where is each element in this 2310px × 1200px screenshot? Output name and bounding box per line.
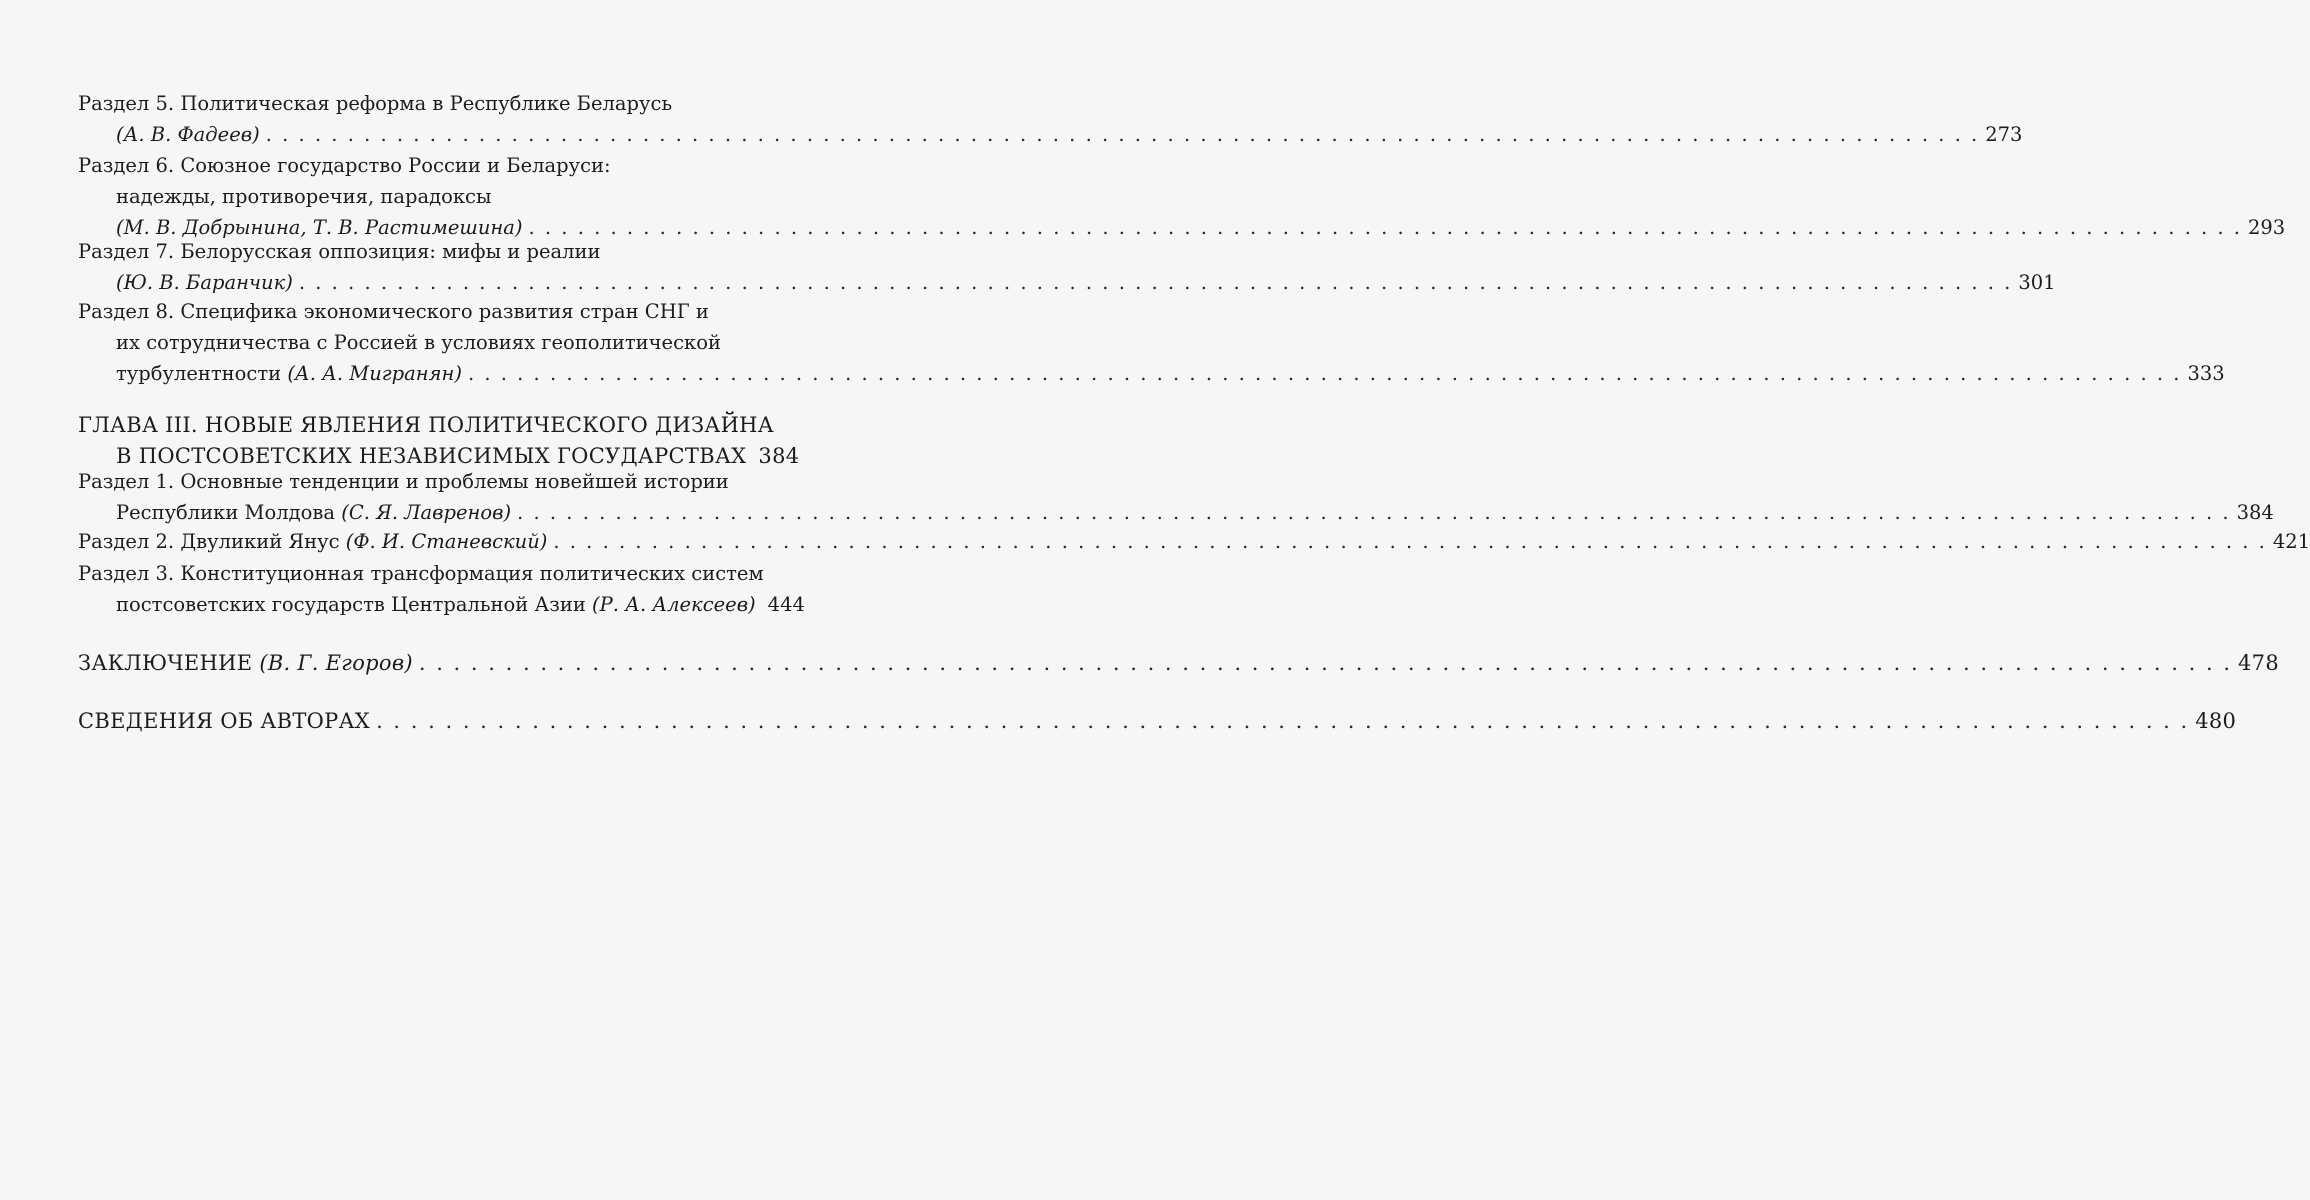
- toc-entry-leader-row: [78, 589, 805, 620]
- toc-page-number: 421: [2272, 530, 2310, 553]
- dot-leader: [419, 648, 2232, 679]
- toc-entry-section-8[interactable]: [78, 296, 2225, 389]
- toc-page-number: 273: [1985, 123, 2023, 146]
- toc-entry-leader-row: [78, 497, 2274, 528]
- toc-entry-title: Раздел 7. Белорусская оппозиция: мифы и реалии: [78, 240, 601, 263]
- toc-entry-section-7[interactable]: [78, 236, 2056, 298]
- toc-entry-leader-row: [78, 526, 2310, 557]
- toc-entry-section-5[interactable]: [78, 88, 2023, 150]
- toc-page-number: 333: [2187, 362, 2225, 385]
- toc-page-number: 384: [758, 444, 800, 468]
- toc-entry-author: (А. А. Мигранян): [287, 362, 462, 385]
- toc-conclusion[interactable]: [78, 648, 2279, 679]
- toc-entry-author: (Ф. И. Станевский): [345, 530, 548, 553]
- toc-page-number: 478: [2238, 651, 2279, 675]
- toc-entry-author: (А. В. Фадеев): [116, 123, 260, 146]
- toc-entry-author: (Р. А. Алексеев): [592, 593, 756, 616]
- toc-entry-title-end: постсоветских государств Центральной Азии: [116, 593, 586, 616]
- toc-entry-leader-row: [78, 358, 2225, 389]
- toc-entry-title-end: турбулентности: [116, 362, 282, 385]
- dot-leader: [468, 358, 2181, 389]
- conclusion-title: [78, 648, 413, 679]
- dot-leader: [553, 526, 2266, 557]
- toc-entry-ch3-section-3[interactable]: [78, 558, 805, 620]
- toc-entry-title-cont: их сотрудничества с Россией в условиях геополитической: [116, 331, 721, 354]
- toc-entry-title-text: Раздел 2. Двуликий Янус: [78, 530, 340, 553]
- toc-entry-title: Раздел 5. Политическая реформа в Республике Беларусь: [78, 92, 673, 115]
- toc-entry-author: (Ю. В. Баранчик): [116, 271, 293, 294]
- toc-entry-section-6[interactable]: [78, 150, 2286, 243]
- chapter-title: ГЛАВА III. НОВЫЕ ЯВЛЕНИЯ ПОЛИТИЧЕСКОГО ДИЗАЙНА: [78, 413, 775, 437]
- toc-page-number: 384: [2236, 501, 2274, 524]
- dot-leader: [517, 497, 2230, 528]
- toc-entry-leader-row: [78, 267, 2056, 298]
- toc-page-number: 301: [2018, 271, 2056, 294]
- dot-leader: [266, 119, 1979, 150]
- toc-entry-title: Раздел 3. Конституционная трансформация политических систем: [78, 562, 764, 585]
- toc-page-number: 444: [767, 593, 805, 616]
- toc-page-number: 480: [2195, 709, 2237, 733]
- toc-entry-leader-row: [78, 706, 2237, 737]
- about-authors-title: СВЕДЕНИЯ ОБ АВТОРАХ: [78, 709, 371, 733]
- dot-leader: [299, 267, 2012, 298]
- toc-entry-ch3-section-1[interactable]: [78, 466, 2274, 528]
- toc-about-authors[interactable]: [78, 706, 2237, 737]
- toc-entry-ch3-section-2[interactable]: [78, 526, 2310, 557]
- toc-chapter-3[interactable]: [78, 410, 800, 472]
- conclusion-title-text: ЗАКЛЮЧЕНИЕ: [78, 651, 253, 675]
- toc-entry-title-end: Республики Молдова: [116, 501, 336, 524]
- toc-entry-title-cont: [116, 589, 756, 620]
- toc-entry-title-cont: надежды, противоречия, парадоксы: [116, 185, 492, 208]
- toc-entry-leader-row: [78, 648, 2279, 679]
- toc-entry-leader-row: [78, 119, 2023, 150]
- toc-entry-title: Раздел 8. Специфика экономического развития стран СНГ и: [78, 300, 709, 323]
- toc-entry-author: (М. В. Добрынина, Т. В. Растимешина): [116, 216, 523, 239]
- toc-entry-title-cont: [116, 358, 462, 389]
- toc-page-number: 293: [2247, 216, 2286, 239]
- toc-entry-title-cont: [116, 497, 511, 528]
- dot-leader: [529, 212, 2242, 243]
- toc-entry-title: [78, 526, 547, 557]
- toc-entry-author: (С. Я. Лавренов): [341, 501, 512, 524]
- toc-entry-title: Раздел 6. Союзное государство России и Беларуси:: [78, 154, 611, 177]
- dot-leader: [376, 706, 2189, 737]
- toc-entry-title: Раздел 1. Основные тенденции и проблемы новейшей истории: [78, 470, 729, 493]
- toc-entry-author: (В. Г. Егоров): [259, 651, 413, 675]
- chapter-title-cont: В ПОСТСОВЕТСКИХ НЕЗАВИСИМЫХ ГОСУДАРСТВАХ: [116, 444, 747, 468]
